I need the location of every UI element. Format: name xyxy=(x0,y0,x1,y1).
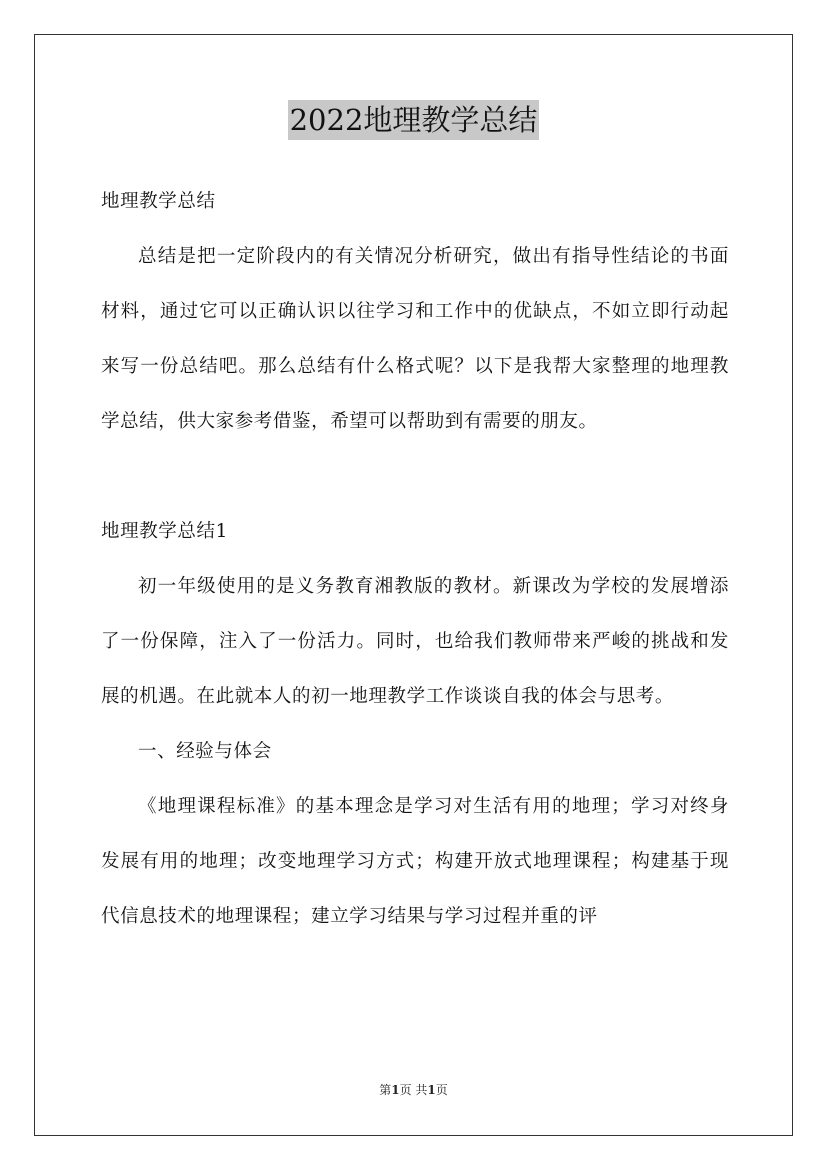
footer-page-total: 1 xyxy=(427,1083,436,1097)
section-1-heading: 地理教学总结1 xyxy=(101,521,228,542)
main-heading: 地理教学总结 xyxy=(101,191,216,212)
section-1-paragraph-1: 初一年级使用的是义务教育湘教版的教材。新课改为学校的发展增添了一份保障，注入了一份活力。同时，也给我们教师带来严峻的挑战和发展的机遇。在此就本人的初一地理教学工作谈谈自我的体会与思考。 xyxy=(101,576,729,707)
section-1-subheading: 一、经验与体会 xyxy=(138,741,272,762)
footer-page-prefix: 第 xyxy=(379,1083,392,1097)
intro-paragraph: 总结是把一定阶段内的有关情况分析研究，做出有指导性结论的书面材料，通过它可以正确认识以往学习和工作中的优缺点，不如立即行动起来写一份总结吧。那么总结有什么格式呢？以下是我帮大家整理的地理教学总结，供大家参考借鉴，希望可以帮助到有需要的朋友。 xyxy=(101,246,729,432)
document-title: 2022地理教学总结 xyxy=(288,100,540,140)
title-wrap xyxy=(0,100,827,140)
document-body xyxy=(101,174,729,944)
section-1-paragraph-2: 《地理课程标准》的基本理念是学习对生活有用的地理；学习对终身发展有用的地理；改变地理学习方式；构建开放式地理课程；构建基于现代信息技术的地理课程；建立学习结果与学习过程并重的评 xyxy=(101,796,729,927)
footer-page-mid: 页 共 xyxy=(399,1083,428,1097)
page-footer xyxy=(0,1082,827,1098)
footer-page-suffix: 页 xyxy=(435,1083,448,1097)
blank-line xyxy=(101,449,729,504)
footer-page-current: 1 xyxy=(391,1083,400,1097)
